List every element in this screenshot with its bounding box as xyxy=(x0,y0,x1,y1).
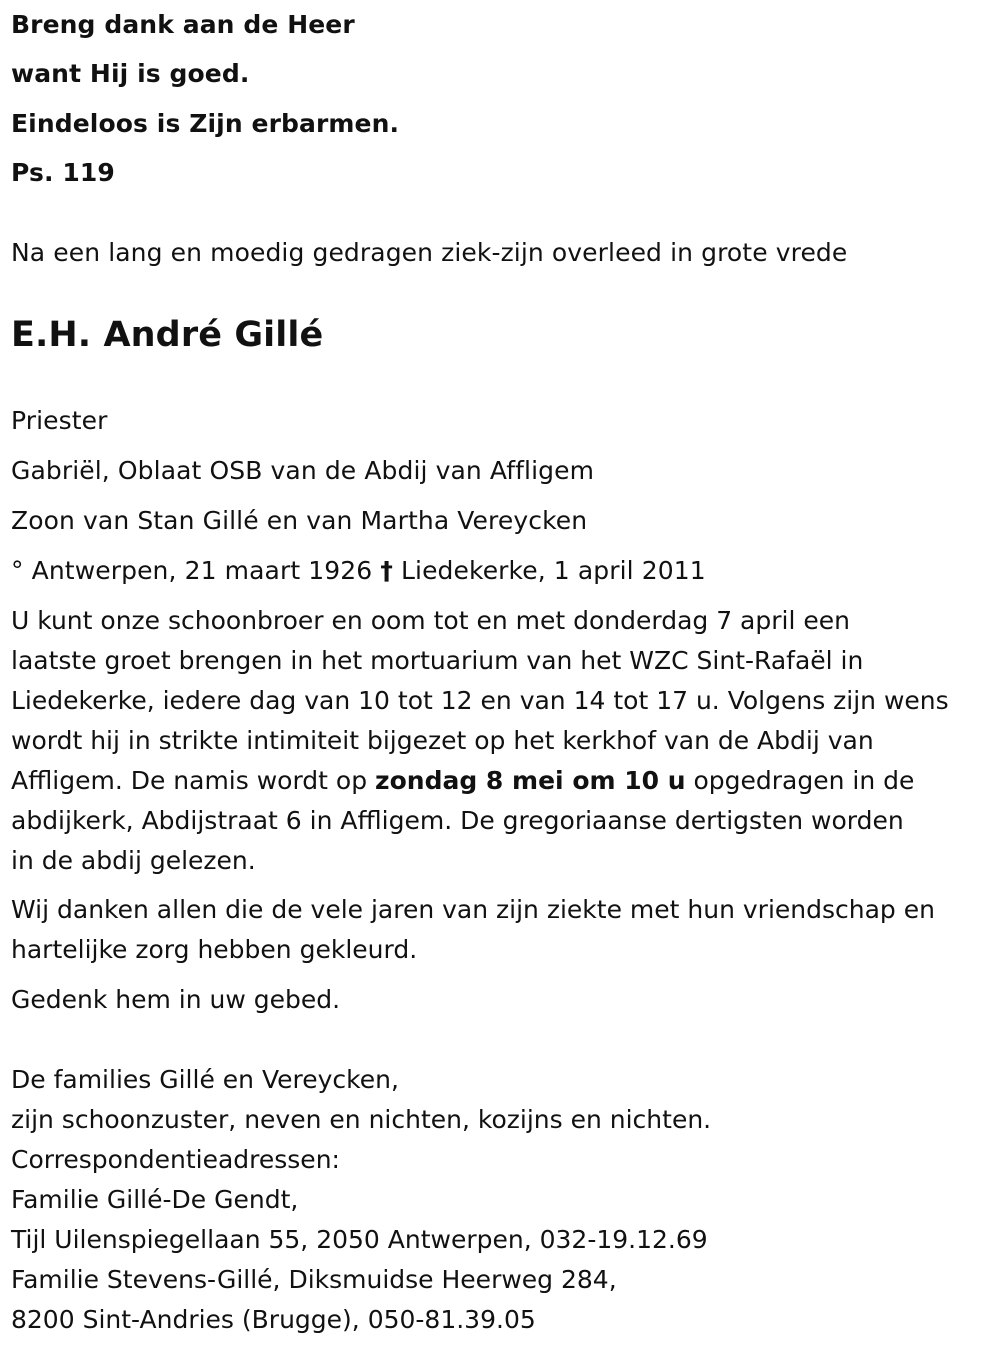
signature-line-1: De families Gillé en Vereycken, xyxy=(11,1065,399,1094)
parents-text: Zoon van Stan Gillé en van Martha Vereycken xyxy=(11,506,588,535)
death-text: Liedekerke, 1 april 2011 xyxy=(401,556,706,585)
thanks-line-2: hartelijke zorg hebben gekleurd. xyxy=(11,935,418,964)
verse-line-1: Breng dank aan de Heer xyxy=(11,10,355,39)
mass-date-highlight: zondag 8 mei om 10 u xyxy=(375,766,686,795)
address-1-name: Familie Gillé-De Gendt, xyxy=(11,1185,299,1214)
birth-text: ° Antwerpen, 21 maart 1926 xyxy=(11,556,373,585)
order-text: Gabriël, Oblaat OSB van de Abdij van Affligem xyxy=(11,456,595,485)
address-2-line: 8200 Sint-Andries (Brugge), 050-81.39.05 xyxy=(11,1305,536,1334)
address-2-name: Familie Stevens-Gillé, Diksmuidse Heerweg 284, xyxy=(11,1265,617,1294)
announcement-line-6: abdijkerk, Abdijstraat 6 in Affligem. De gregoriaanse dertigsten worden xyxy=(11,806,904,835)
birth-death-line xyxy=(11,556,706,586)
verse-line-2: want Hij is goed. xyxy=(11,59,250,88)
thanks-line-1: Wij danken allen die de vele jaren van zijn ziekte met hun vriendschap en xyxy=(11,895,935,924)
announcement-line-1: U kunt onze schoonbroer en oom tot en met donderdag 7 april een xyxy=(11,606,850,635)
announcement-line-3: Liedekerke, iedere dag van 10 tot 12 en van 14 tot 17 u. Volgens zijn wens xyxy=(11,686,949,715)
role-text: Priester xyxy=(11,406,108,435)
announcement-line-5-start: Affligem. De namis wordt op xyxy=(11,766,376,795)
address-1-line: Tijl Uilenspiegellaan 55, 2050 Antwerpen, 032-19.12.69 xyxy=(11,1225,708,1254)
signature-line-2: zijn schoonzuster, neven en nichten, kozijns en nichten. xyxy=(11,1105,712,1134)
verse-reference: Ps. 119 xyxy=(11,158,115,187)
cross-icon: † xyxy=(380,556,393,585)
deceased-name: E.H. André Gillé xyxy=(11,315,324,355)
announcement-line-4: wordt hij in strikte intimiteit bijgezet op het kerkhof van de Abdij van xyxy=(11,726,874,755)
announcement-line-5 xyxy=(11,766,914,796)
announcement-line-7: in de abdij gelezen. xyxy=(11,846,256,875)
announcement-line-5-end: opgedragen in de xyxy=(685,766,915,795)
prayer-text: Gedenk hem in uw gebed. xyxy=(11,985,341,1014)
correspondence-heading: Correspondentieadressen: xyxy=(11,1145,340,1174)
announcement-line-2: laatste groet brengen in het mortuarium van het WZC Sint-Rafaël in xyxy=(11,646,864,675)
intro-text: Na een lang en moedig gedragen ziek-zijn overleed in grote vrede xyxy=(11,238,848,267)
verse-line-3: Eindeloos is Zijn erbarmen. xyxy=(11,109,400,138)
